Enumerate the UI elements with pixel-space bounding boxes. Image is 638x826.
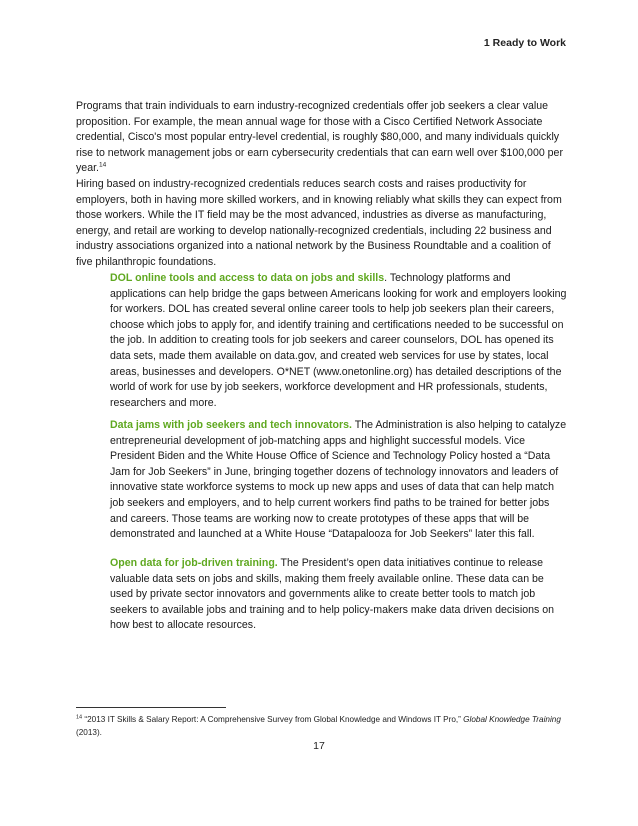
footnote (76, 713, 564, 739)
initiative-text: Technology platforms and applications can help bridge the gaps between Americans looking for work and employers looking for workers. DOL has created several online career tools to help job seekers plan their careers, choose which jobs to apply for, and identify training and certifications needed to be successful on the job. In addition to creating tools for job seekers and career counselors, DOL has opened its data sets, made them available on data.gov, and created web services for use by states, local areas, businesses and developers. O*NET (www.onetonline.org) has detailed descriptions of the world of work for use by job seekers, workforce development and HR professionals, students, researchers and more. (110, 272, 567, 409)
initiative-heading-punct: . (384, 272, 388, 284)
running-header: 1 Ready to Work (483, 37, 566, 49)
paragraph-text: Programs that train individuals to earn industry-recognized credentials offer job seekers a clear value proposition. For example, the mean annual wage for those with a Cisco Certified Network Associate credential, Cisco's most popular entry-level credential, is roughly $80,000, and many individuals quickly rise to network management jobs or earn cybersecurity credentials that can earn well over $100,000 per year. (76, 100, 563, 175)
footnote-tail: (2013). (76, 728, 102, 737)
footnote-number: 14 (76, 714, 83, 721)
initiative-text: The President’s open data initiatives continue to release valuable data sets on jobs and skills, making them freely available online. These data can be used by private sector innovators and governments alike to create better tools to match job seekers to available jobs and training and to help policy-makers make data driven decisions on how best to allocate resources. (110, 557, 555, 632)
footnote-reference[interactable]: 14 (98, 161, 107, 169)
initiative-item (110, 556, 568, 634)
page-number: 17 (313, 740, 325, 752)
initiative-item (110, 271, 568, 411)
initiative-heading: Data jams with job seekers and tech innovators. (110, 419, 352, 431)
body-paragraph (76, 99, 564, 177)
initiative-heading: Open data for job-driven training. (110, 557, 278, 569)
footnote-source: Global Knowledge Training (463, 715, 561, 724)
initiative-text: The Administration is also helping to catalyze entrepreneurial development of job-matching apps and highlight successful models. Vice President Biden and the White House Office of Science and Technology Policy hosted a “Data Jam for Job Seekers” in June, bringing together dozens of technology innovators and leaders of innovative state workforce systems to mock up new apps and uses of data that can help match job seekers and employers, and to help current workers find paths to be trained for better jobs and careers. Those teams are working now to create prototypes of these apps that will be demonstrated and launched at a White House “Datapalooza for Job Seekers” later this fall. (110, 419, 567, 541)
body-paragraph (76, 177, 564, 271)
initiative-item (110, 418, 568, 543)
footnote-text: “2013 IT Skills & Salary Report: A Comprehensive Survey from Global Knowledge and Windows IT Pro,” (82, 715, 464, 724)
paragraph-text: Hiring based on industry-recognized credentials reduces search costs and raises productivity for employers, both in having more skilled workers, and in knowing reliably what skills they can expect from those workers. While the IT field may be the most advanced, industries as diverse as manufacturing, energy, and retail are working to develop nationally-recognized credentials, including 22 business and industry associations organized into a national network by the Business Roundtable and a coalition of five philanthropic foundations. (76, 178, 562, 268)
initiative-heading: DOL online tools and access to data on jobs and skills (110, 272, 385, 284)
footnote-divider (76, 707, 226, 708)
